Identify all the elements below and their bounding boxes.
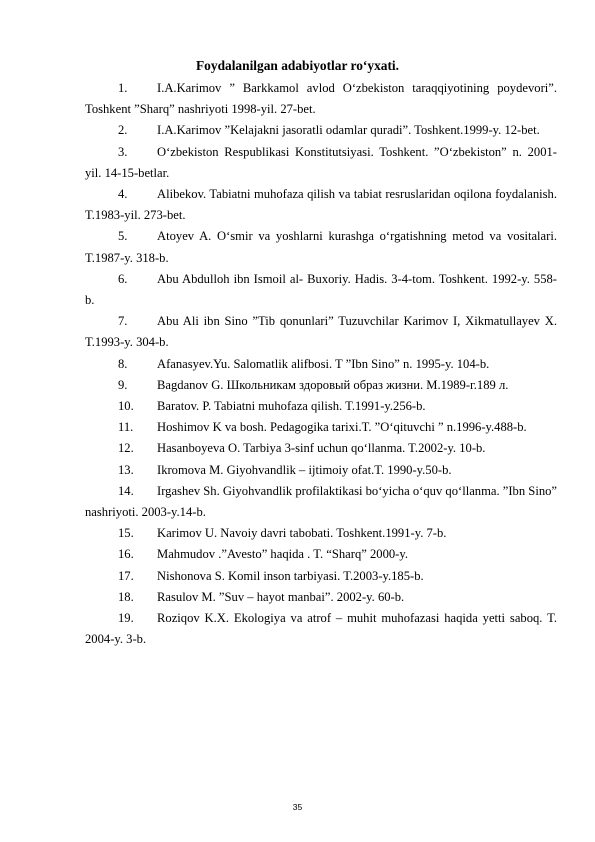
reference-number: 10. <box>118 399 134 414</box>
reference-text: I.A.Karimov ” Barkkamol avlod O‘zbekiston taraqqiyotining poydevori”. Toshkent ”Sharq” nashriyoti 1998-yil. 27-bet. <box>85 81 557 117</box>
page-title: Foydalanilgan adabiyotlar ro‘yxati. <box>196 58 399 73</box>
reference-item <box>85 396 557 417</box>
reference-text: Bagdanov G. Школьникам здоровый образ жизни. M.1989-г.189 л. <box>157 377 509 392</box>
reference-item <box>85 311 557 353</box>
reference-item <box>85 460 557 481</box>
reference-number: 18. <box>118 589 134 604</box>
reference-number: 17. <box>118 568 134 583</box>
reference-number: 2. <box>118 123 128 138</box>
reference-item <box>85 78 557 120</box>
reference-text: Hasanboyeva O. Tarbiya 3-sinf uchun qo‘llanma. T.2002-y. 10-b. <box>157 441 486 456</box>
reference-item <box>85 587 557 608</box>
reference-text: Afanasyev.Yu. Salomatlik alifbosi. T ”Ibn Sino” n. 1995-y. 104-b. <box>157 356 490 371</box>
reference-item <box>85 566 557 587</box>
reference-text: Abu Ali ibn Sino ”Tib qonunlari” Tuzuvchilar Karimov I, Xikmatullayev X. T.1993-y. 304-b. <box>85 314 557 350</box>
reference-text: Atoyev A. O‘smir va yoshlarni kurashga o‘rgatishning metod va vositalari. T.1987-y. 318-b. <box>85 229 557 265</box>
reference-number: 16. <box>118 547 134 562</box>
reference-number: 8. <box>118 356 128 371</box>
reference-text: Abu Abdulloh ibn Ismoil al- Buxoriy. Hadis. 3-4-tom. Toshkent. 1992-y. 558-b. <box>85 271 557 308</box>
reference-number: 14. <box>118 483 134 498</box>
reference-text: Baratov. P. Tabiatni muhofaza qilish. T.1991-y.256-b. <box>157 399 426 414</box>
reference-text: Alibekov. Tabiatni muhofaza qilish va tabiat resruslaridan oqilona foydalanish. T.1983-yil. 273-bet. <box>85 187 557 223</box>
reference-number: 9. <box>118 377 128 392</box>
reference-item <box>85 142 557 184</box>
reference-number: 11. <box>118 420 134 435</box>
reference-item <box>85 184 557 226</box>
reference-number: 3. <box>118 144 128 159</box>
reference-number: 6. <box>118 271 128 286</box>
reference-text: Nishonova S. Komil inson tarbiyasi. T.2003-y.185-b. <box>157 568 424 583</box>
reference-number: 13. <box>118 462 134 477</box>
reference-item <box>85 438 557 459</box>
reference-item <box>85 608 557 650</box>
reference-item <box>85 269 557 311</box>
reference-number: 4. <box>118 187 128 202</box>
reference-number: 5. <box>118 229 128 244</box>
reference-list <box>85 78 557 650</box>
page-number: 35 <box>292 802 303 812</box>
reference-number: 7. <box>118 314 128 329</box>
reference-text: Roziqov K.X. Ekologiya va atrof – muhit muhofazasi haqida yetti saboq. T. 2004-y. 3-b. <box>85 611 557 647</box>
reference-item <box>85 417 557 438</box>
reference-item <box>85 544 557 565</box>
reference-text: Rasulov M. ”Suv – hayot manbai”. 2002-y. 60-b. <box>157 589 405 604</box>
reference-text: Hoshimov K va bosh. Pedagogika tarixi.T. ”O‘qituvchi ” n.1996-y.488-b. <box>157 420 527 435</box>
reference-item <box>85 226 557 268</box>
reference-number: 12. <box>118 441 134 456</box>
reference-item <box>85 481 557 523</box>
reference-text: I.A.Karimov ”Kelajakni jasoratli odamlar quradi”. Toshkent.1999-y. 12-bet. <box>157 123 540 138</box>
reference-text: Mahmudov .”Avesto” haqida . T. “Sharq” 2000-y. <box>157 547 408 562</box>
reference-number: 1. <box>118 81 128 95</box>
reference-item <box>85 375 557 396</box>
reference-text: O‘zbekiston Respublikasi Konstitutsiyasi. Toshkent. ”O‘zbekiston” n. 2001-yil. 14-15-betlar. <box>85 144 557 180</box>
reference-item <box>85 523 557 544</box>
reference-text: Ikromova M. Giyohvandlik – ijtimoiy ofat.T. 1990-y.50-b. <box>157 462 452 477</box>
reference-item <box>85 354 557 375</box>
reference-item <box>85 120 557 141</box>
reference-text: Karimov U. Navoiy davri tabobati. Toshkent.1991-y. 7-b. <box>157 526 447 541</box>
reference-text: Irgashev Sh. Giyohvandlik profilaktikasi bo‘yicha o‘quv qo‘llanma. ”Ibn Sino” nashriyoti. 2003-y.14-b. <box>85 483 557 520</box>
reference-number: 19. <box>118 611 134 626</box>
reference-number: 15. <box>118 526 134 541</box>
